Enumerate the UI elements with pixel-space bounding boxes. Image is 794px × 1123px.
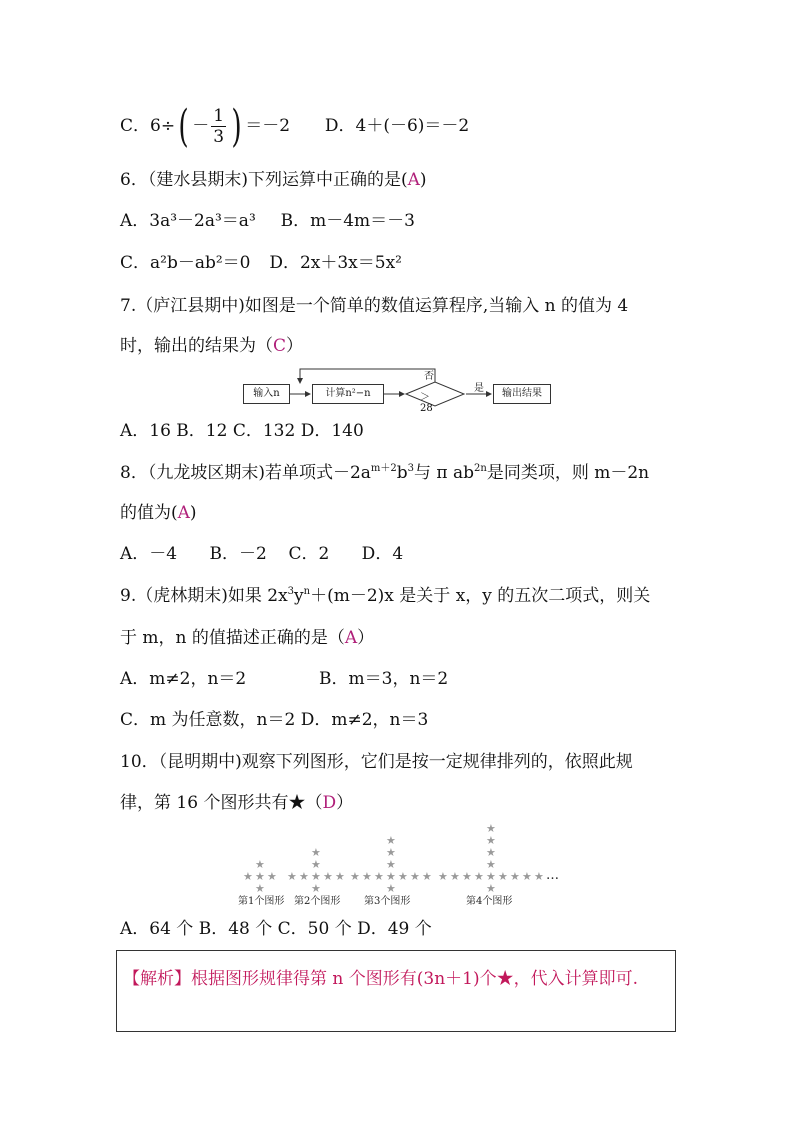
q6-answer: A bbox=[407, 170, 420, 190]
q9-option-b: B．m＝3，n＝2 bbox=[319, 669, 449, 689]
star-icon: ★ bbox=[386, 882, 396, 895]
star-icon: ★ bbox=[386, 858, 396, 871]
star-icon: ★ bbox=[462, 870, 472, 883]
q6-stem-text: 6．（建水县期末)下列运算中正确的是( bbox=[120, 170, 408, 190]
q9-exp-1: 3 bbox=[287, 586, 295, 597]
star-icon: ★ bbox=[255, 858, 265, 871]
q7-answer: C bbox=[273, 336, 287, 356]
flowchart-output-box: 输出结果 bbox=[493, 384, 551, 404]
flowchart-input-box: 输入n bbox=[243, 384, 290, 404]
q7-stem-text: 时，输出的结果为（ bbox=[120, 336, 273, 356]
q10-stem-close: ） bbox=[336, 793, 354, 813]
star-icon: ★ bbox=[486, 858, 496, 871]
q6-stem-close: ) bbox=[419, 170, 427, 190]
q8-text-2: b bbox=[396, 463, 408, 483]
star-icon: ★ bbox=[474, 870, 484, 883]
q10-options: A．64 个 B．48 个 C．50 个 D．49 个 bbox=[120, 919, 432, 939]
analysis-text: 根据图形规律得第 n 个图形有(3n＋1)个★，代入计算即可. bbox=[191, 969, 639, 989]
star-icon: ★ bbox=[311, 858, 321, 871]
star-icon: ★ bbox=[450, 870, 460, 883]
star-icon: ★ bbox=[438, 870, 448, 883]
q9-exp-2: n bbox=[303, 586, 311, 597]
q6-option-d: D．2x＋3x＝5x² bbox=[269, 253, 402, 273]
star-icon: ★ bbox=[386, 870, 396, 883]
fraction-denominator: 3 bbox=[213, 127, 225, 147]
figure-label-2: 第2个图形 bbox=[294, 896, 341, 907]
q7-stem-line1: 7.（庐江县期中)如图是一个简单的数值运算程序,当输入 n 的值为 4 bbox=[120, 296, 629, 316]
star-icon: ★ bbox=[486, 846, 496, 859]
q8-stem-close: ) bbox=[189, 503, 197, 523]
star-icon: ★ bbox=[243, 870, 253, 883]
q10-stem-text: 律，第 16 个图形共有★（ bbox=[120, 793, 323, 813]
star-icon: ★ bbox=[311, 870, 321, 883]
star-icon: ★ bbox=[486, 834, 496, 847]
fraction-numerator: 1 bbox=[213, 106, 225, 126]
flowchart-compute-box: 计算n²−n bbox=[312, 384, 384, 404]
star-icon: ★ bbox=[498, 870, 508, 883]
star-icon: ★ bbox=[374, 870, 384, 883]
star-icon: ★ bbox=[311, 846, 321, 859]
q5-option-d: D．4＋(－6)＝－2 bbox=[324, 116, 470, 136]
q9-answer: A bbox=[344, 628, 358, 648]
star-icon: ★ bbox=[486, 870, 496, 883]
q8-answer: A bbox=[177, 503, 190, 523]
ellipsis: … bbox=[546, 868, 559, 883]
q8-stem-text: 的值为( bbox=[120, 503, 178, 523]
star-icon: ★ bbox=[335, 870, 345, 883]
q9-option-a: A．m≠2，n＝2 bbox=[120, 669, 247, 689]
q10-stem-line1: 10．（昆明期中)观察下列图形，它们是按一定规律排列的，依照此规 bbox=[120, 752, 633, 772]
left-paren: ( bbox=[178, 100, 189, 152]
star-icon: ★ bbox=[362, 870, 372, 883]
q9-text-3: ＋(m－2)x 是关于 x，y 的五次二项式，则关 bbox=[310, 586, 651, 606]
q8-text-4: 是同类项，则 m－2n bbox=[486, 463, 650, 483]
q8-exp-3: 2n bbox=[474, 463, 487, 474]
flowchart-yes-label: 是 bbox=[474, 383, 484, 394]
q8-exp-1: m＋2 bbox=[370, 463, 397, 474]
q7-stem-close: ） bbox=[286, 336, 304, 356]
figure-label-3: 第3个图形 bbox=[364, 896, 411, 907]
q9-options-cd: C．m 为任意数，n＝2 D．m≠2，n＝3 bbox=[120, 710, 429, 730]
q8-text-1: 8．（九龙坡区期末)若单项式－2a bbox=[120, 463, 371, 483]
figure-label-1: 第1个图形 bbox=[238, 896, 285, 907]
star-icon: ★ bbox=[422, 870, 432, 883]
star-icon: ★ bbox=[287, 870, 297, 883]
star-icon: ★ bbox=[486, 882, 496, 895]
figure-label-4: 第4个图形 bbox=[466, 896, 513, 907]
star-icon: ★ bbox=[350, 870, 360, 883]
star-icon: ★ bbox=[267, 870, 277, 883]
q8-text-3: 与 π ab bbox=[414, 463, 475, 483]
q6-option-b: B．m－4m＝－3 bbox=[280, 211, 415, 231]
q8-options: A．－4 B．－2 C．2 D．4 bbox=[120, 544, 404, 564]
analysis-tag: 【解析】 bbox=[123, 969, 191, 989]
right-paren: ) bbox=[231, 100, 242, 152]
q10-answer: D bbox=[322, 793, 337, 813]
flowchart-condition: ＞28 bbox=[420, 392, 433, 414]
q5-option-c-minus: － bbox=[192, 116, 210, 136]
star-icon: ★ bbox=[386, 846, 396, 859]
star-icon: ★ bbox=[522, 870, 532, 883]
q7-options: A．16 B．12 C．132 D．140 bbox=[120, 421, 364, 441]
flowchart-no-label: 否 bbox=[424, 371, 434, 382]
star-icon: ★ bbox=[311, 882, 321, 895]
star-icon: ★ bbox=[534, 870, 544, 883]
q6-option-c: C．a²b－ab²＝0 bbox=[120, 253, 251, 273]
star-icon: ★ bbox=[255, 882, 265, 895]
star-icon: ★ bbox=[410, 870, 420, 883]
star-icon: ★ bbox=[486, 822, 496, 835]
star-icon: ★ bbox=[323, 870, 333, 883]
q9-stem-close: ） bbox=[357, 628, 375, 648]
q9-stem-text: 于 m，n 的值描述正确的是（ bbox=[120, 628, 345, 648]
star-icon: ★ bbox=[510, 870, 520, 883]
analysis-box bbox=[116, 950, 676, 1032]
q8-exp-2: 3 bbox=[407, 463, 415, 474]
star-icon: ★ bbox=[255, 870, 265, 883]
star-icon: ★ bbox=[398, 870, 408, 883]
q9-text-2: y bbox=[294, 586, 304, 606]
star-icon: ★ bbox=[386, 834, 396, 847]
q5-option-c-label: C．6÷ bbox=[120, 116, 176, 136]
q6-option-a: A．3a³－2a³＝a³ bbox=[120, 211, 256, 231]
q9-text-1: 9.（虎林期末)如果 2x bbox=[120, 586, 288, 606]
q5-option-c-rest: ＝－2 bbox=[245, 116, 291, 136]
star-icon: ★ bbox=[299, 870, 309, 883]
